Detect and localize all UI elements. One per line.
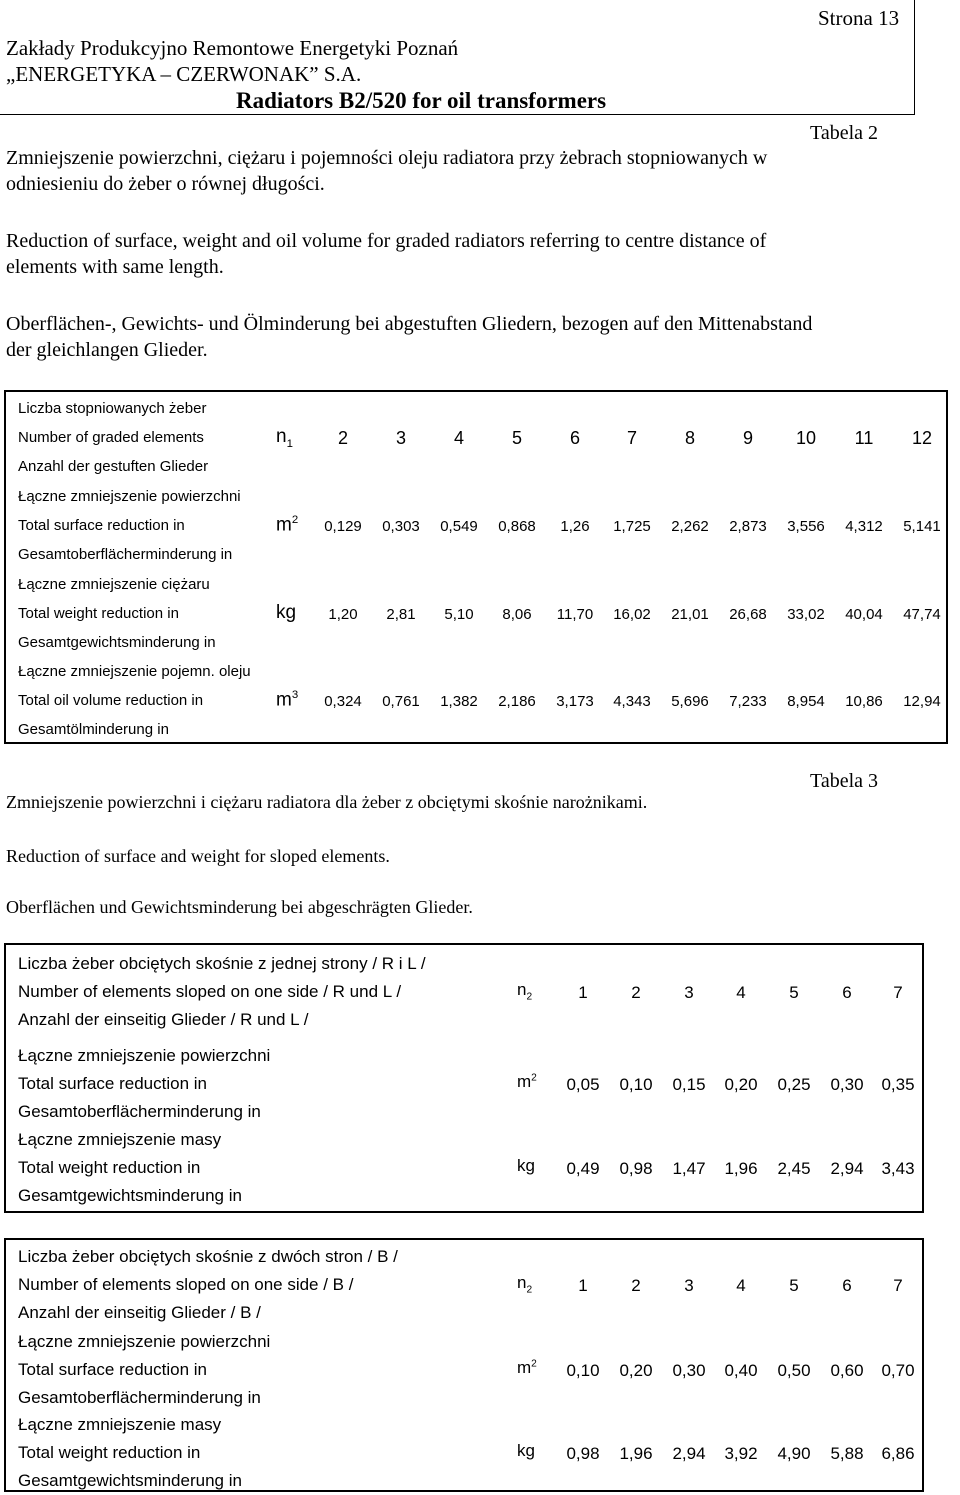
table-cell: 1,47	[672, 1159, 706, 1178]
table-cell: 5	[511, 428, 522, 448]
table-cell: 9	[742, 428, 753, 448]
table-cell: 8	[684, 428, 695, 448]
table-cell: 0,324	[324, 693, 362, 710]
table-cell: 2,94	[672, 1444, 706, 1463]
row-unit: kg	[276, 602, 297, 623]
table-cell: 3,43	[881, 1159, 915, 1178]
row-label-de: Gesamtoberflächerminderung in	[18, 1388, 261, 1407]
table3-label: Tabela 3	[810, 770, 879, 792]
table-cell: 0,30	[672, 1361, 706, 1380]
table-cell: 5,696	[671, 693, 709, 710]
table2-caption-pl-2: odniesieniu do żeber o równej długości.	[6, 173, 325, 195]
table2-caption-en-2: elements with same length.	[6, 256, 224, 278]
table-cell: 2	[631, 983, 641, 1002]
table-cell: 0,30	[830, 1075, 864, 1094]
table3-caption-de: Oberflächen und Gewichtsminderung bei abgeschrägten Glieder.	[6, 897, 473, 917]
table-cell: 0,303	[382, 518, 420, 535]
table-cell: 1,382	[440, 693, 478, 710]
table-cell: 1,26	[560, 518, 590, 535]
table-cell: 0,60	[830, 1361, 864, 1380]
table-cell: 33,02	[787, 606, 825, 623]
table-cell: 2,81	[386, 606, 416, 623]
table-cell: 8,06	[502, 606, 532, 623]
row-label-pl: Liczba żeber obciętych skośnie z jednej strony / R i L /	[18, 954, 426, 973]
table-cell: 5,141	[903, 518, 941, 535]
document-title: Radiators B2/520 for oil transformers	[236, 88, 607, 113]
table-cell: 2,45	[777, 1159, 811, 1178]
row-label-pl: Łączne zmniejszenie powierzchni	[18, 1332, 271, 1351]
table2-caption-pl: Zmniejszenie powierzchni, ciężaru i pojemności oleju radiatora przy żebrach stopniowanych w	[6, 147, 768, 169]
row-label-en: Total surface reduction in	[18, 1074, 207, 1093]
table-cell: 2,186	[498, 693, 536, 710]
row-label-de: Gesamtgewichtsminderung in	[18, 1186, 242, 1205]
table-cell: 0,50	[777, 1361, 811, 1380]
row-label-pl: Łączne zmniejszenie masy	[18, 1415, 222, 1434]
table-cell: 1,96	[619, 1444, 653, 1463]
table-cell: 7	[626, 428, 637, 448]
row-label-pl: Łączne zmniejszenie powierzchni	[18, 1046, 271, 1065]
table-cell: 2	[337, 428, 348, 448]
table-cell: 1,96	[724, 1159, 758, 1178]
row-label-en: Total weight reduction in	[18, 1443, 201, 1462]
table-cell: 12,94	[903, 693, 941, 710]
table-cell: 2,873	[729, 518, 767, 535]
row-unit: $n_2$	[517, 980, 533, 1003]
row-label-de: Gesamtgewichtsminderung in	[18, 634, 216, 651]
table-cell: 11	[854, 428, 874, 448]
row-label-en: Total surface reduction in	[18, 1360, 207, 1379]
table-cell: 0,129	[324, 518, 362, 535]
row-label-en: Total surface reduction in	[18, 517, 185, 534]
row-unit: $m^2$	[276, 514, 299, 536]
row-label-en: Total weight reduction in	[18, 1158, 201, 1177]
table2-label: Tabela 2	[810, 122, 879, 144]
table-cell: 3,92	[724, 1444, 758, 1463]
table-cell: 12	[911, 428, 933, 448]
table-cell: 0,35	[881, 1075, 915, 1094]
row-label-en: Total oil volume reduction in	[18, 692, 204, 709]
table-cell: 6	[842, 1276, 852, 1295]
table-cell: 0,49	[566, 1159, 600, 1178]
table-cell: 0,868	[498, 518, 536, 535]
table-cell: 1,725	[613, 518, 651, 535]
row-label-pl: Liczba żeber obciętych skośnie z dwóch stron / B /	[18, 1247, 398, 1266]
table-cell: 1,20	[328, 606, 358, 623]
row-label-en: Number of elements sloped on one side / B /	[18, 1275, 354, 1294]
table-cell: 0,10	[566, 1361, 600, 1380]
table-cell: 4,312	[845, 518, 883, 535]
table-cell: 5,88	[830, 1444, 864, 1463]
row-unit: $n_2$	[517, 1273, 533, 1296]
table-cell: 0,98	[619, 1159, 653, 1178]
table-cell: 47,74	[903, 606, 941, 623]
page-number: Strona 13	[818, 6, 900, 30]
table-cell: 3	[684, 983, 694, 1002]
row-unit: $m^2$	[517, 1072, 537, 1091]
table-cell: 2,94	[830, 1159, 864, 1178]
table-cell: 3,556	[787, 518, 825, 535]
row-label-de: Anzahl der gestuften Glieder	[18, 458, 209, 475]
table-cell: 10	[795, 428, 817, 448]
table-cell: 4,90	[777, 1444, 811, 1463]
table-cell: 3,173	[556, 693, 594, 710]
table-cell: 5,10	[444, 606, 474, 623]
table-cell: 10,86	[845, 693, 883, 710]
table-cell: 1	[578, 1276, 588, 1295]
row-label-pl: Łączne zmniejszenie powierzchni	[18, 488, 241, 505]
row-label-pl: Łączne zmniejszenie ciężaru	[18, 576, 210, 593]
table-cell: 4	[453, 428, 464, 448]
row-label-pl: Liczba stopniowanych żeber	[18, 400, 207, 417]
row-label-en: Total weight reduction in	[18, 605, 179, 622]
table-cell: 2	[631, 1276, 641, 1295]
table-cell: 6	[842, 983, 852, 1002]
row-unit: $m^2$	[517, 1358, 537, 1377]
table-cell: 0,05	[566, 1075, 600, 1094]
table-cell: 0,25	[777, 1075, 811, 1094]
row-label-de: Gesamtgewichtsminderung in	[18, 1471, 242, 1490]
table-cell: 2,262	[671, 518, 709, 535]
table-cell: 0,15	[672, 1075, 706, 1094]
table-cell: 4	[736, 983, 746, 1002]
table-cell: 7,233	[729, 693, 767, 710]
table-cell: 0,761	[382, 693, 420, 710]
table-cell: 0,70	[881, 1361, 915, 1380]
table-cell: 5	[789, 1276, 799, 1295]
table-cell: 0,549	[440, 518, 478, 535]
row-label-de: Anzahl der einseitig Glieder / R und L /	[18, 1010, 309, 1029]
table-cell: 0,10	[619, 1075, 653, 1094]
company-name-line2: „ENERGETYKA – CZERWONAK” S.A.	[6, 62, 362, 86]
table-cell: 1	[578, 983, 588, 1002]
table-cell: 0,40	[724, 1361, 758, 1380]
table-cell: 6,86	[881, 1444, 915, 1463]
table2-caption-de-2: der gleichlangen Glieder.	[6, 339, 208, 361]
table-cell: 26,68	[729, 606, 767, 623]
table-cell: 5	[789, 983, 799, 1002]
row-label-de: Gesamtölminderung in	[18, 721, 169, 738]
table-cell: 40,04	[845, 606, 883, 623]
table2-caption-en: Reduction of surface, weight and oil volume for graded radiators referring to centre distance of	[6, 230, 767, 252]
table2-caption-de: Oberflächen-, Gewichts- und Ölminderung bei abgestuften Gliedern, bezogen auf den Mittenabstand	[6, 313, 813, 335]
row-label-de: Anzahl der einseitig Glieder / B /	[18, 1303, 261, 1322]
table-cell: 16,02	[613, 606, 651, 623]
table3-caption-pl: Zmniejszenie powierzchni i ciężaru radiatora dla żeber z obciętymi skośnie narożnikami.	[6, 792, 648, 812]
table3-caption-en: Reduction of surface and weight for sloped elements.	[6, 846, 390, 866]
table-cell: 3	[684, 1276, 694, 1295]
table-cell: 21,01	[671, 606, 709, 623]
row-label-en: Number of graded elements	[18, 429, 204, 446]
table-cell: 7	[893, 983, 903, 1002]
table-cell: 0,20	[724, 1075, 758, 1094]
table-cell: 7	[893, 1276, 903, 1295]
company-name: Zakłady Produkcyjno Remontowe Energetyki Poznań	[6, 36, 459, 60]
row-label-pl: Łączne zmniejszenie pojemn. oleju	[18, 663, 251, 680]
table-cell: 8,954	[787, 693, 825, 710]
table-cell: 11,70	[556, 606, 594, 623]
row-label-pl: Łączne zmniejszenie masy	[18, 1130, 222, 1149]
row-label-en: Number of elements sloped on one side / R und L /	[18, 982, 402, 1001]
row-unit: $n_1$	[276, 426, 293, 450]
table-cell: 3	[395, 428, 406, 448]
row-unit: kg	[517, 1441, 535, 1460]
row-label-de: Gesamtoberflächerminderung in	[18, 1102, 261, 1121]
table-cell: 4,343	[613, 693, 651, 710]
table-cell: 0,20	[619, 1361, 653, 1380]
row-unit: kg	[517, 1156, 535, 1175]
table-cell: 0,98	[566, 1444, 600, 1463]
table-cell: 6	[569, 428, 580, 448]
row-unit: $m^3$	[276, 689, 299, 711]
table-cell: 4	[736, 1276, 746, 1295]
row-label-de: Gesamtoberflächerminderung in	[18, 546, 233, 563]
